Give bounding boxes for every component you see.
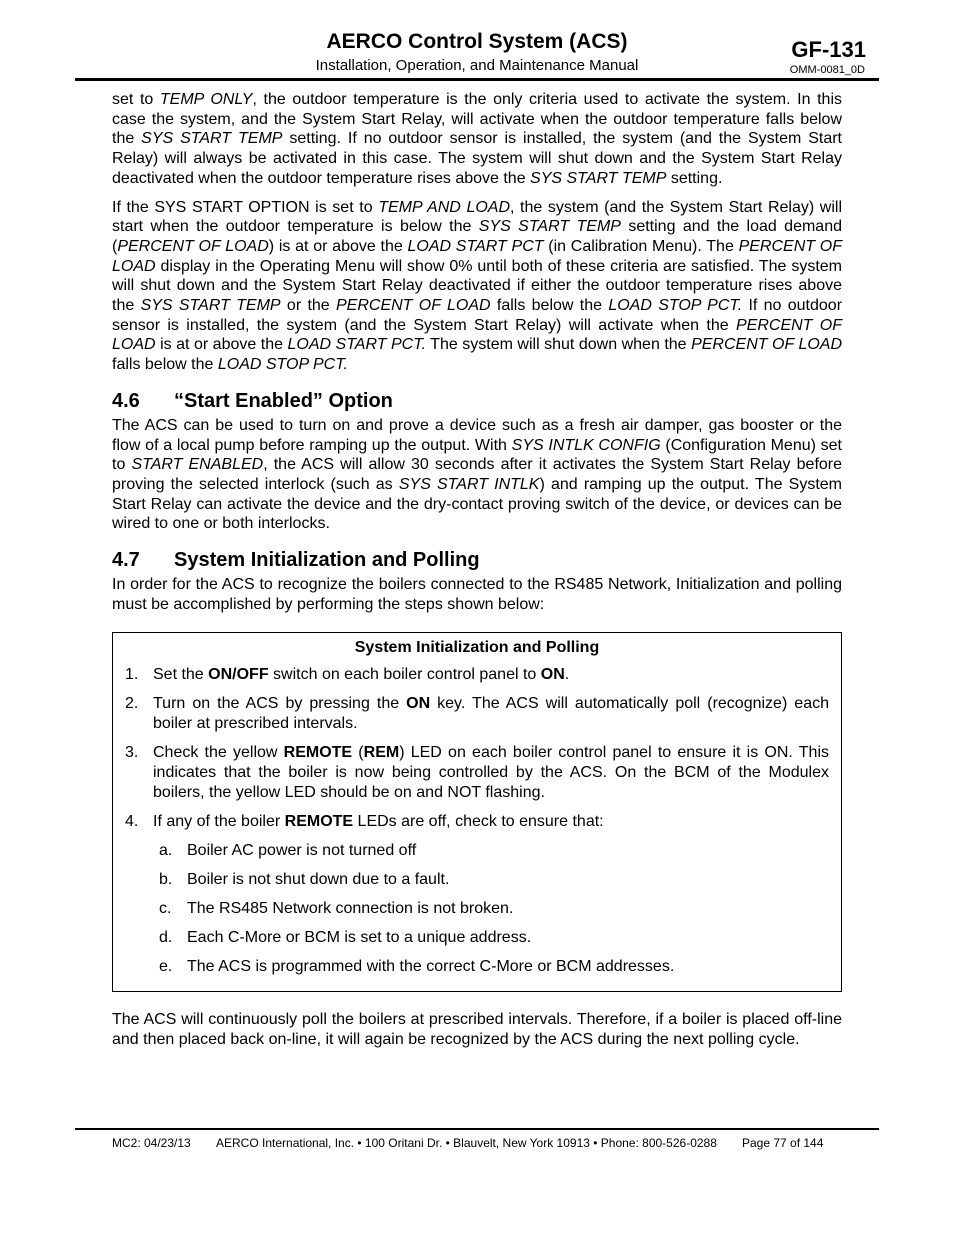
procedure-box bbox=[112, 632, 842, 992]
section-4-7-intro: In order for the ACS to recognize the boilers connected to the RS485 Network, Initialization and polling must be accomplished by performing the steps shown below: bbox=[112, 576, 842, 613]
procedure-step-3: 3. Check the yellow REMOTE (REM) LED on each boiler control panel to ensure it is ON. This indicates that the boiler is now being controlled by the ACS. On the BCM of the Modulex boilers, the yellow LED should be on and NOT flashing. bbox=[125, 744, 830, 802]
section-4-6-heading: 4.6 “Start Enabled” Option bbox=[112, 389, 393, 412]
page-content bbox=[112, 90, 842, 1059]
document-code: GF-131 bbox=[791, 37, 866, 62]
header-subtitle: Installation, Operation, and Maintenance Manual bbox=[315, 57, 639, 74]
footer-rule bbox=[75, 1128, 879, 1130]
procedure-substep: b. Boiler is not shut down due to a fault. bbox=[159, 871, 450, 889]
paragraph-temp-and-load: If the SYS START OPTION is set to TEMP AND LOAD, the system (and the System Start Relay) will start when the outdoor temperature is below the SYS START TEMP setting and the load demand (PERCENT OF LOAD) is at or above the LOAD START PCT (in Calibration Menu). The PERCENT OF LOAD display in the Operating Menu will show 0% until both of these criteria are satisfied. The system will shut down and the System Start Relay deactivated if either the outdoor temperature rises above the SYS START TEMP or the PERCENT OF LOAD falls below the LOAD STOP PCT. If no outdoor sensor is installed, the system (and the System Start Relay) will activate when the PERCENT OF LOAD is at or above the LOAD START PCT. The system will shut down when the PERCENT OF LOAD falls below the LOAD STOP PCT. bbox=[112, 198, 843, 374]
closing-paragraph: The ACS will continuously poll the boilers at prescribed intervals. Therefore, if a boiler is placed off-line and then placed back on-line, it will again be recognized by the ACS during the next polling cycle. bbox=[112, 1011, 842, 1049]
procedure-step-1: 1. Set the ON/OFF switch on each boiler control panel to ON. bbox=[125, 666, 570, 684]
procedure-substep: a. Boiler AC power is not turned off bbox=[159, 842, 417, 860]
procedure-substep: c. The RS485 Network connection is not broken. bbox=[159, 900, 514, 918]
header-title: AERCO Control System (ACS) bbox=[326, 30, 628, 53]
document-number: OMM-0081_0D bbox=[789, 64, 865, 76]
footer-revision: MC2: 04/23/13 bbox=[112, 1136, 191, 1150]
footer-page-number: Page 77 of 144 bbox=[742, 1136, 824, 1150]
paragraph-temp-only: set to TEMP ONLY, the outdoor temperature is the only criteria used to activate the system. In this case the system, and the System Start Relay, will activate when the outdoor temperature falls below the SYS START TEMP setting. If no outdoor sensor is installed, the system (and the System Start Relay) will always be activated in this case. The system will shut down and the System Start Relay deactivated when the outdoor temperature rises above the SYS START TEMP setting. bbox=[112, 91, 843, 187]
header-rule bbox=[75, 78, 879, 81]
procedure-title: System Initialization and Polling bbox=[354, 639, 600, 657]
section-4-6-body: The ACS can be used to turn on and prove a device such as a fresh air damper, gas booster or the flow of a local pump before ramping up the output. With SYS INTLK CONFIG (Configuration Menu) set to START ENABLED, the ACS will allow 30 seconds after it activates the System Start Relay before proving the selected interlock (such as SYS START INTLK) and ramping up the output. The System Start Relay can activate the device and the dry-contact proving switch of the device, or devices can be wired to one or both interlocks. bbox=[112, 416, 843, 533]
footer-address: AERCO International, Inc. • 100 Oritani Dr. • Blauvelt, New York 10913 • Phone: 800-526-0288 bbox=[216, 1136, 717, 1150]
section-4-7-heading: 4.7 System Initialization and Polling bbox=[112, 549, 480, 572]
procedure-step-4: 4. If any of the boiler REMOTE LEDs are off, check to ensure that: bbox=[125, 813, 604, 831]
procedure-substep: d. Each C-More or BCM is set to a unique address. bbox=[159, 929, 532, 947]
procedure-step-2: 2. Turn on the ACS by pressing the ON key. The ACS will automatically poll (recognize) each boiler at prescribed intervals. bbox=[125, 695, 829, 733]
procedure-substep: e. The ACS is programmed with the correct C-More or BCM addresses. bbox=[159, 958, 675, 976]
